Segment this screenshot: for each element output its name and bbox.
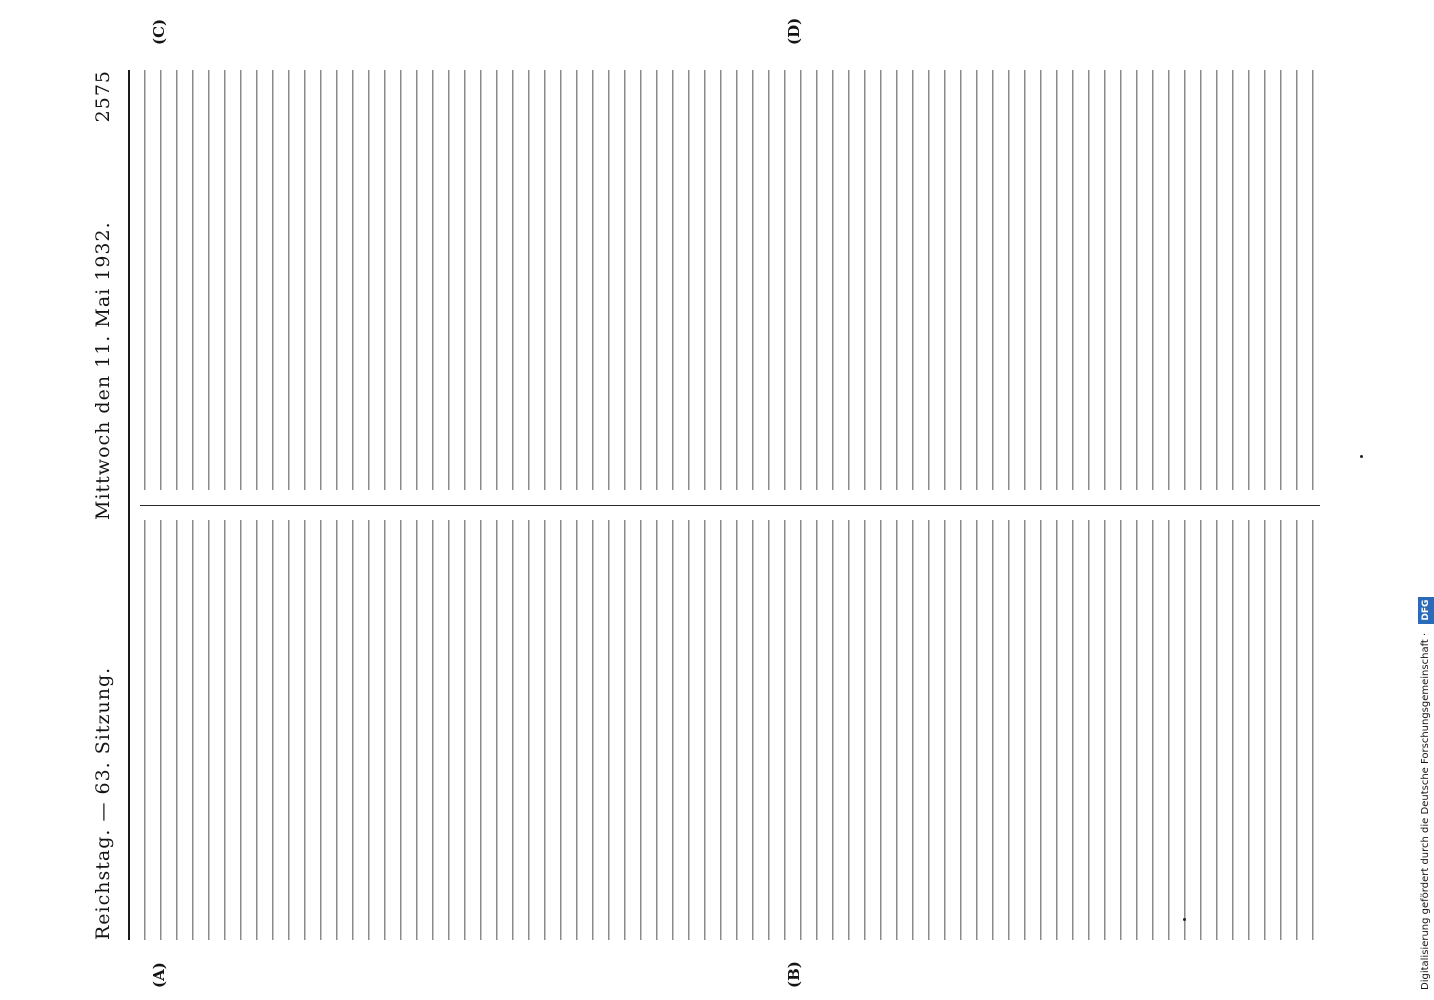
text-column-left: [140, 520, 1320, 940]
dfg-logo: DFG: [1418, 597, 1434, 624]
credit-text: Digitalisierung gefördert durch die Deutsche Forschungsgemeinschaft ·: [1420, 632, 1431, 990]
document-sheet: [70, 0, 1360, 1000]
margin-marker-d: (D): [785, 17, 803, 45]
margin-marker-b: (B): [785, 961, 803, 988]
text-column-right: [140, 70, 1320, 490]
header-right: Mittwoch den 11. Mai 1932.: [92, 221, 114, 520]
right-column-print: [144, 70, 1320, 490]
margin-marker-a: (A): [150, 962, 168, 988]
header-rule: [128, 70, 130, 940]
page-number: 2575: [92, 70, 114, 123]
scan-speck: [1183, 918, 1186, 921]
scan-speck: [1360, 455, 1363, 458]
digitization-credit: [1418, 0, 1434, 1000]
column-divider: [140, 505, 1320, 506]
header-left: Reichstag. — 63. Sitzung.: [92, 666, 114, 940]
left-column-print: [144, 520, 1320, 940]
running-header: [92, 70, 120, 940]
margin-marker-c: (C): [150, 18, 168, 45]
